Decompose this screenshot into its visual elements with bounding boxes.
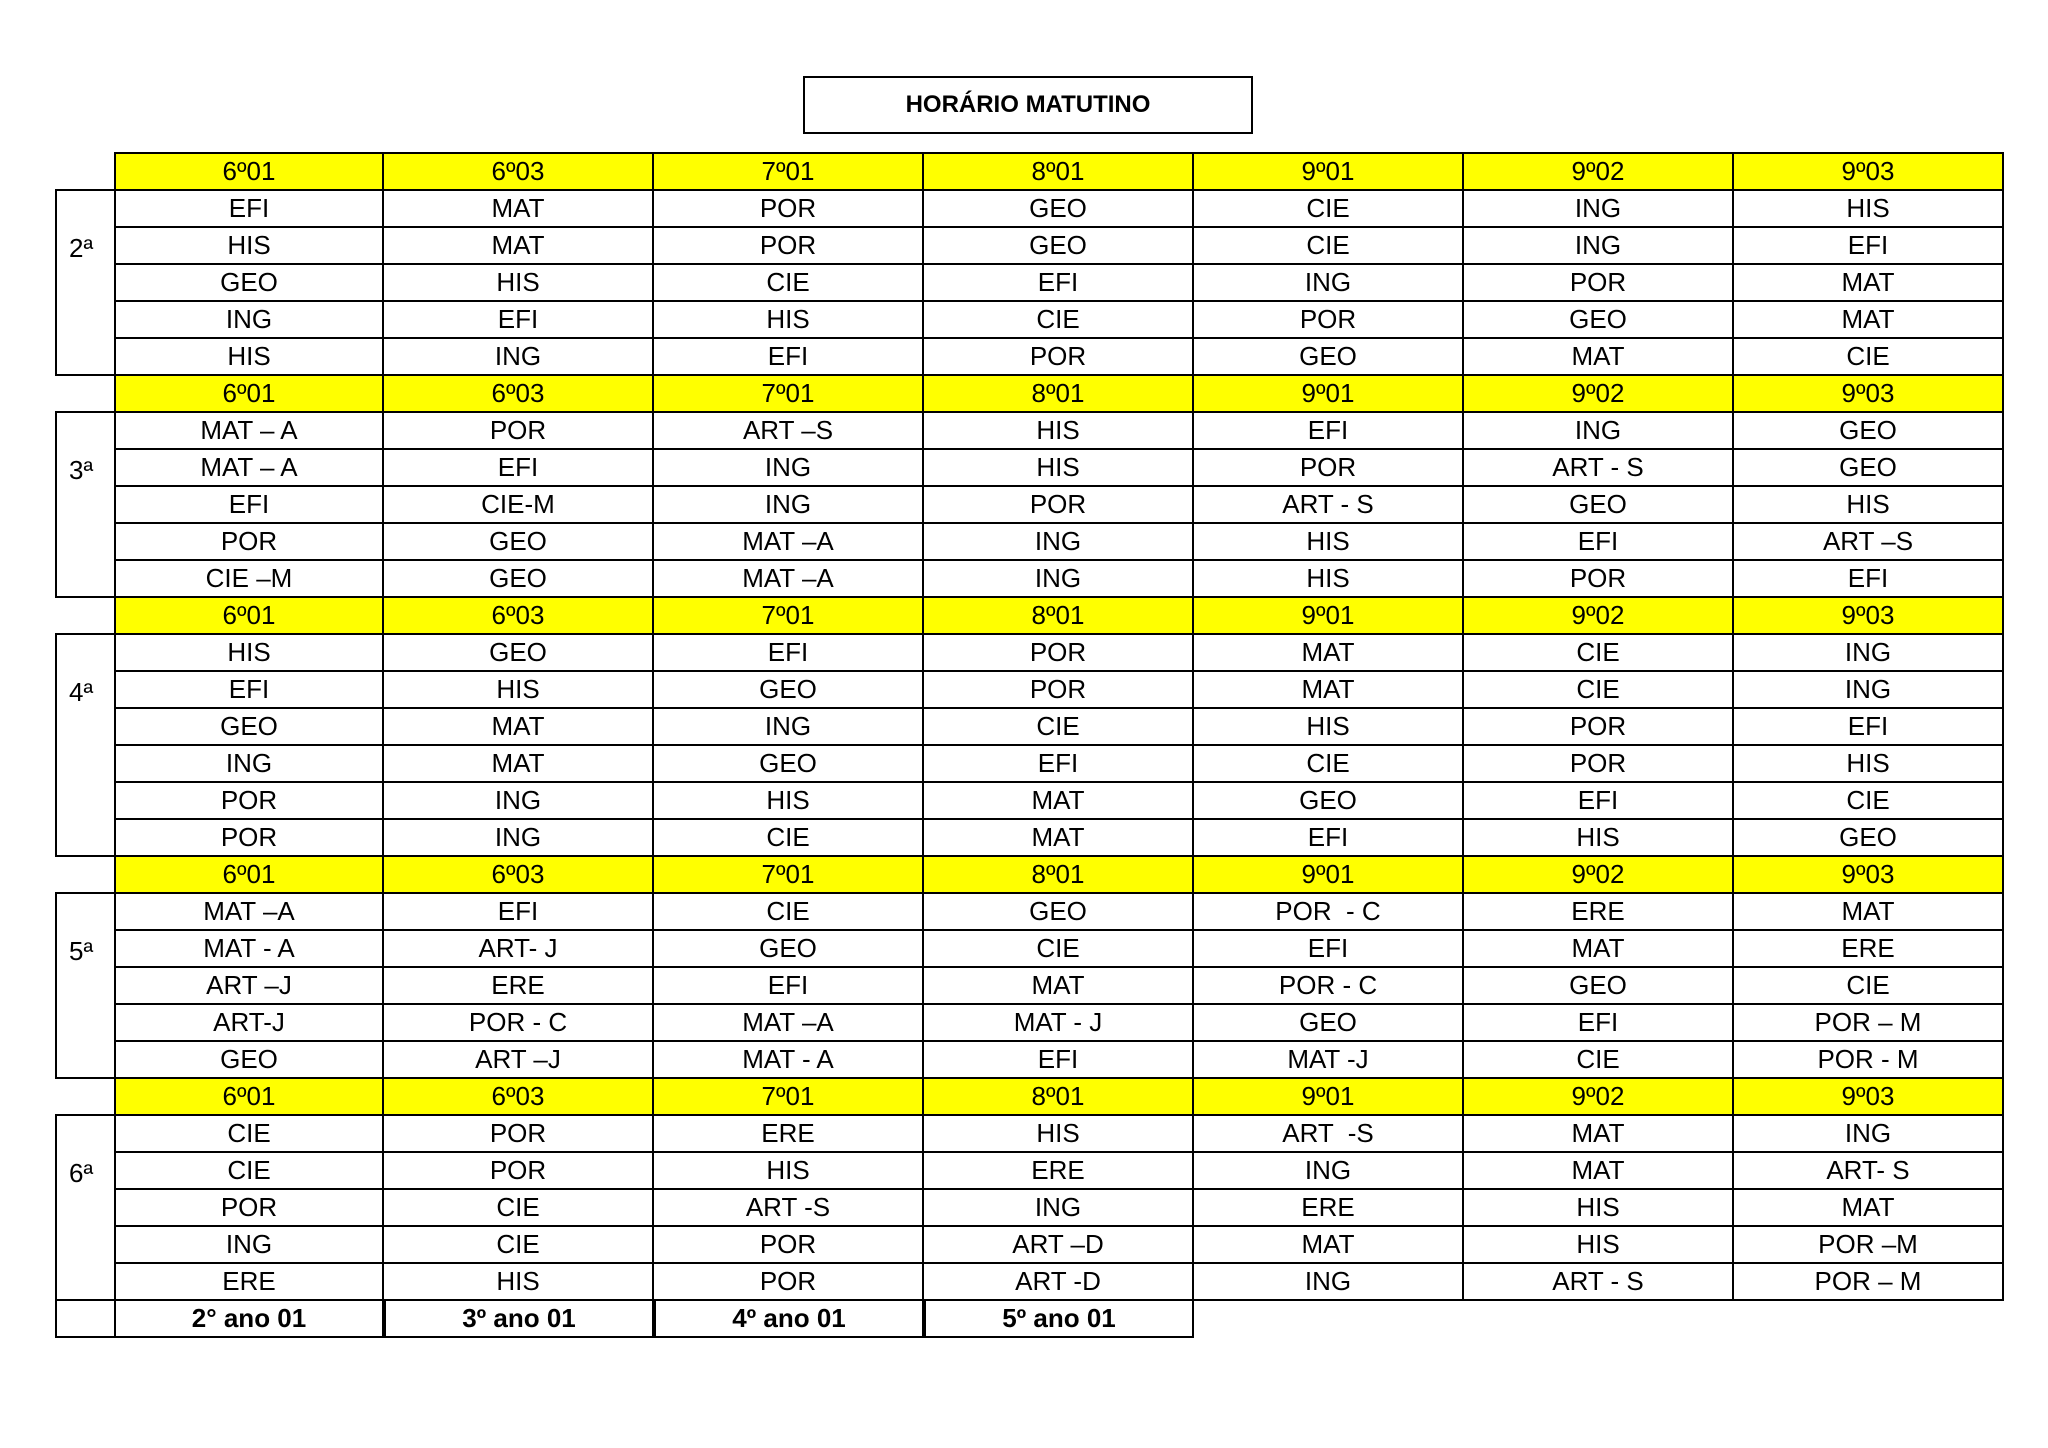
subject-cell: EFI (654, 968, 924, 1005)
subject-cell: HIS (1464, 1227, 1734, 1264)
class-header-cell: 6º03 (384, 1079, 654, 1116)
subject-cell: MAT –A (654, 561, 924, 598)
subject-cell: ART –J (114, 968, 384, 1005)
subject-cell: HIS (1194, 524, 1464, 561)
class-header-cell: 9º02 (1464, 154, 1734, 191)
subject-cell: CIE (114, 1153, 384, 1190)
subject-cell: ART - S (1464, 1264, 1734, 1301)
subject-cell: HIS (114, 228, 384, 265)
subject-cell: HIS (1464, 1190, 1734, 1227)
subject-cell: ERE (1734, 931, 2004, 968)
subject-cell: GEO (654, 746, 924, 783)
class-header-cell: 9º03 (1734, 857, 2004, 894)
subject-cell: MAT –A (114, 894, 384, 931)
class-header-cell: 6º01 (114, 154, 384, 191)
class-header-cell: 9º01 (1194, 376, 1464, 413)
subject-cell: EFI (1734, 228, 2004, 265)
subject-cell: CIE (1194, 191, 1464, 228)
day-bracket-left (55, 411, 57, 598)
subject-cell: GEO (924, 191, 1194, 228)
subject-cell: ING (1194, 1153, 1464, 1190)
subject-cell: EFI (924, 1042, 1194, 1079)
subject-cell: GEO (1464, 302, 1734, 339)
day-bracket-top (55, 892, 114, 894)
subject-cell: ART –S (1734, 524, 2004, 561)
class-header-cell: 9º02 (1464, 598, 1734, 635)
subject-cell: POR –M (1734, 1227, 2004, 1264)
day-bracket-bottom (55, 1299, 114, 1301)
subject-cell: GEO (114, 265, 384, 302)
day-label: 4ª (69, 677, 94, 707)
subject-cell: MAT (924, 968, 1194, 1005)
class-header-cell: 9º03 (1734, 1079, 2004, 1116)
subject-cell: CIE (654, 265, 924, 302)
subject-cell: HIS (1194, 709, 1464, 746)
subject-cell: POR - M (1734, 1042, 2004, 1079)
subject-cell: CIE (924, 931, 1194, 968)
subject-cell: ART –D (924, 1227, 1194, 1264)
day-bracket-top (55, 1114, 114, 1116)
day-label: 3ª (69, 455, 94, 485)
subject-cell: EFI (1464, 1005, 1734, 1042)
subject-cell: GEO (1194, 783, 1464, 820)
subject-cell: CIE (1734, 339, 2004, 376)
subject-cell: GEO (654, 672, 924, 709)
subject-cell: GEO (1194, 339, 1464, 376)
subject-cell: EFI (1464, 524, 1734, 561)
subject-cell: GEO (114, 709, 384, 746)
subject-cell: POR (1464, 561, 1734, 598)
class-header-cell: 9º03 (1734, 598, 2004, 635)
subject-cell: EFI (1194, 820, 1464, 857)
subject-cell: MAT (924, 783, 1194, 820)
day-bracket-bottom (55, 1077, 114, 1079)
subject-cell: EFI (114, 191, 384, 228)
day-label: 6ª (69, 1158, 94, 1188)
subject-cell: EFI (924, 265, 1194, 302)
subject-cell: HIS (114, 635, 384, 672)
day-bracket-bottom (55, 374, 114, 376)
subject-cell: HIS (1464, 820, 1734, 857)
grade-footer-cell: 3º ano 01 (384, 1301, 654, 1338)
subject-cell: CIE (384, 1227, 654, 1264)
subject-cell: POR (924, 487, 1194, 524)
class-header-cell: 9º03 (1734, 154, 2004, 191)
subject-cell: MAT (1464, 339, 1734, 376)
class-header-cell: 9º02 (1464, 1079, 1734, 1116)
subject-cell: GEO (1194, 1005, 1464, 1042)
subject-cell: ING (384, 820, 654, 857)
subject-cell: MAT (1734, 302, 2004, 339)
subject-cell: HIS (654, 783, 924, 820)
day-bracket-bottom (55, 596, 114, 598)
subject-cell: MAT (384, 746, 654, 783)
day-bracket-left (55, 892, 57, 1079)
class-header-cell: 9º02 (1464, 857, 1734, 894)
subject-cell: HIS (384, 1264, 654, 1301)
day-bracket-top (55, 633, 114, 635)
subject-cell: POR - C (1194, 968, 1464, 1005)
subject-cell: CIE (654, 894, 924, 931)
subject-cell: POR - C (1194, 894, 1464, 931)
subject-cell: GEO (1464, 968, 1734, 1005)
subject-cell: EFI (1734, 561, 2004, 598)
subject-cell: ING (1464, 228, 1734, 265)
subject-cell: ERE (1464, 894, 1734, 931)
day-bracket-left (55, 189, 57, 376)
subject-cell: POR (1464, 746, 1734, 783)
subject-cell: HIS (114, 339, 384, 376)
subject-cell: MAT –A (654, 1005, 924, 1042)
subject-cell: POR (1464, 265, 1734, 302)
subject-cell: MAT (1194, 635, 1464, 672)
subject-cell: GEO (654, 931, 924, 968)
subject-cell: ART - S (1464, 450, 1734, 487)
subject-cell: ERE (384, 968, 654, 1005)
subject-cell: POR (654, 1264, 924, 1301)
subject-cell: POR (924, 672, 1194, 709)
subject-cell: MAT –A (654, 524, 924, 561)
subject-cell: POR (384, 1116, 654, 1153)
subject-cell: MAT (1194, 672, 1464, 709)
page-title: HORÁRIO MATUTINO (803, 76, 1253, 134)
day-bracket-left (55, 633, 57, 857)
class-header-cell: 6º03 (384, 154, 654, 191)
subject-cell: POR (1464, 709, 1734, 746)
class-header-cell: 6º01 (114, 598, 384, 635)
subject-cell: CIE (1194, 228, 1464, 265)
subject-cell: MAT (1464, 1153, 1734, 1190)
subject-cell: CIE (924, 302, 1194, 339)
class-header-cell: 9º01 (1194, 598, 1464, 635)
subject-cell: ART - S (1194, 487, 1464, 524)
subject-cell: EFI (384, 450, 654, 487)
subject-cell: GEO (114, 1042, 384, 1079)
subject-cell: POR - C (384, 1005, 654, 1042)
subject-cell: MAT (384, 191, 654, 228)
subject-cell: ART -D (924, 1264, 1194, 1301)
subject-cell: EFI (654, 635, 924, 672)
subject-cell: GEO (1464, 487, 1734, 524)
subject-cell: CIE (1464, 1042, 1734, 1079)
subject-cell: MAT (1464, 1116, 1734, 1153)
class-header-cell: 6º01 (114, 857, 384, 894)
subject-cell: GEO (1734, 820, 2004, 857)
subject-cell: MAT (1734, 894, 2004, 931)
subject-cell: GEO (384, 635, 654, 672)
subject-cell: POR (384, 1153, 654, 1190)
subject-cell: POR (114, 820, 384, 857)
subject-cell: ING (1464, 191, 1734, 228)
subject-cell: EFI (1734, 709, 2004, 746)
subject-cell: MAT - J (924, 1005, 1194, 1042)
subject-cell: MAT (924, 820, 1194, 857)
day-bracket-top (55, 189, 114, 191)
subject-cell: ING (1734, 1116, 2004, 1153)
subject-cell: CIE (1734, 968, 2004, 1005)
subject-cell: HIS (924, 1116, 1194, 1153)
subject-cell: EFI (384, 894, 654, 931)
subject-cell: HIS (924, 450, 1194, 487)
class-header-cell: 6º03 (384, 857, 654, 894)
subject-cell: ART-J (114, 1005, 384, 1042)
subject-cell: MAT (1194, 1227, 1464, 1264)
class-header-cell: 6º03 (384, 376, 654, 413)
subject-cell: MAT (384, 228, 654, 265)
subject-cell: ING (1194, 265, 1464, 302)
subject-cell: HIS (1194, 561, 1464, 598)
subject-cell: MAT (1464, 931, 1734, 968)
subject-cell: POR – M (1734, 1005, 2004, 1042)
subject-cell: ERE (924, 1153, 1194, 1190)
subject-cell: ING (924, 561, 1194, 598)
subject-cell: EFI (924, 746, 1194, 783)
day-label: 5ª (69, 936, 94, 966)
subject-cell: POR (114, 1190, 384, 1227)
subject-cell: MAT – A (114, 413, 384, 450)
subject-cell: ING (924, 524, 1194, 561)
class-header-cell: 9º01 (1194, 1079, 1464, 1116)
subject-cell: ING (384, 339, 654, 376)
subject-cell: POR (1194, 450, 1464, 487)
subject-cell: POR – M (1734, 1264, 2004, 1301)
subject-cell: MAT – A (114, 450, 384, 487)
subject-cell: MAT - A (114, 931, 384, 968)
subject-cell: GEO (384, 561, 654, 598)
subject-cell: CIE-M (384, 487, 654, 524)
subject-cell: HIS (924, 413, 1194, 450)
subject-cell: ING (1464, 413, 1734, 450)
class-header-cell: 7º01 (654, 1079, 924, 1116)
subject-cell: ING (1734, 672, 2004, 709)
subject-cell: HIS (654, 1153, 924, 1190)
subject-cell: POR (1194, 302, 1464, 339)
subject-cell: MAT (1734, 1190, 2004, 1227)
subject-cell: EFI (1464, 783, 1734, 820)
subject-cell: ING (654, 487, 924, 524)
subject-cell: ING (1194, 1264, 1464, 1301)
subject-cell: POR (924, 635, 1194, 672)
subject-cell: CIE (1464, 672, 1734, 709)
footer-left-bottom (55, 1336, 114, 1338)
class-header-cell: 6º01 (114, 1079, 384, 1116)
subject-cell: EFI (384, 302, 654, 339)
subject-cell: GEO (924, 228, 1194, 265)
day-bracket-left (55, 1114, 57, 1301)
day-label: 2ª (69, 233, 94, 263)
subject-cell: HIS (1734, 191, 2004, 228)
subject-cell: POR (114, 524, 384, 561)
class-header-cell: 7º01 (654, 857, 924, 894)
subject-cell: ING (114, 746, 384, 783)
subject-cell: HIS (1734, 487, 2004, 524)
class-header-cell: 7º01 (654, 154, 924, 191)
class-header-cell: 8º01 (924, 857, 1194, 894)
day-bracket-bottom (55, 855, 114, 857)
subject-cell: POR (384, 413, 654, 450)
grade-footer-cell: 5º ano 01 (924, 1301, 1194, 1338)
subject-cell: EFI (654, 339, 924, 376)
class-header-cell: 8º01 (924, 598, 1194, 635)
subject-cell: POR (654, 191, 924, 228)
class-header-cell: 8º01 (924, 1079, 1194, 1116)
class-header-cell: 9º01 (1194, 154, 1464, 191)
subject-cell: HIS (1734, 746, 2004, 783)
subject-cell: ART- J (384, 931, 654, 968)
subject-cell: ING (654, 450, 924, 487)
class-header-cell: 9º03 (1734, 376, 2004, 413)
grade-footer-cell: 4º ano 01 (654, 1301, 924, 1338)
subject-cell: ART- S (1734, 1153, 2004, 1190)
subject-cell: GEO (384, 524, 654, 561)
subject-cell: ERE (654, 1116, 924, 1153)
subject-cell: ERE (114, 1264, 384, 1301)
subject-cell: CIE (1464, 635, 1734, 672)
class-header-cell: 7º01 (654, 376, 924, 413)
class-header-cell: 6º01 (114, 376, 384, 413)
subject-cell: ERE (1194, 1190, 1464, 1227)
class-header-cell: 9º02 (1464, 376, 1734, 413)
subject-cell: ING (924, 1190, 1194, 1227)
subject-cell: POR (924, 339, 1194, 376)
subject-cell: EFI (114, 487, 384, 524)
subject-cell: MAT - A (654, 1042, 924, 1079)
subject-cell: ING (114, 302, 384, 339)
subject-cell: CIE (1734, 783, 2004, 820)
subject-cell: CIE –M (114, 561, 384, 598)
subject-cell: EFI (1194, 413, 1464, 450)
class-header-cell: 7º01 (654, 598, 924, 635)
subject-cell: MAT -J (1194, 1042, 1464, 1079)
subject-cell: HIS (384, 265, 654, 302)
subject-cell: ING (384, 783, 654, 820)
subject-cell: EFI (1194, 931, 1464, 968)
footer-left-border (55, 1299, 57, 1338)
class-header-cell: 8º01 (924, 376, 1194, 413)
subject-cell: CIE (654, 820, 924, 857)
subject-cell: CIE (924, 709, 1194, 746)
subject-cell: ART –S (654, 413, 924, 450)
subject-cell: CIE (1194, 746, 1464, 783)
subject-cell: POR (654, 228, 924, 265)
subject-cell: GEO (1734, 413, 2004, 450)
subject-cell: ART -S (654, 1190, 924, 1227)
class-header-cell: 9º01 (1194, 857, 1464, 894)
subject-cell: ING (1734, 635, 2004, 672)
subject-cell: ART -S (1194, 1116, 1464, 1153)
subject-cell: MAT (384, 709, 654, 746)
subject-cell: CIE (114, 1116, 384, 1153)
subject-cell: GEO (924, 894, 1194, 931)
subject-cell: GEO (1734, 450, 2004, 487)
subject-cell: ING (654, 709, 924, 746)
class-header-cell: 6º03 (384, 598, 654, 635)
subject-cell: HIS (654, 302, 924, 339)
subject-cell: POR (114, 783, 384, 820)
subject-cell: EFI (114, 672, 384, 709)
subject-cell: ART –J (384, 1042, 654, 1079)
subject-cell: ING (114, 1227, 384, 1264)
subject-cell: CIE (384, 1190, 654, 1227)
subject-cell: HIS (384, 672, 654, 709)
subject-cell: MAT (1734, 265, 2004, 302)
grade-footer-cell: 2° ano 01 (114, 1301, 384, 1338)
subject-cell: POR (654, 1227, 924, 1264)
class-header-cell: 8º01 (924, 154, 1194, 191)
day-bracket-top (55, 411, 114, 413)
